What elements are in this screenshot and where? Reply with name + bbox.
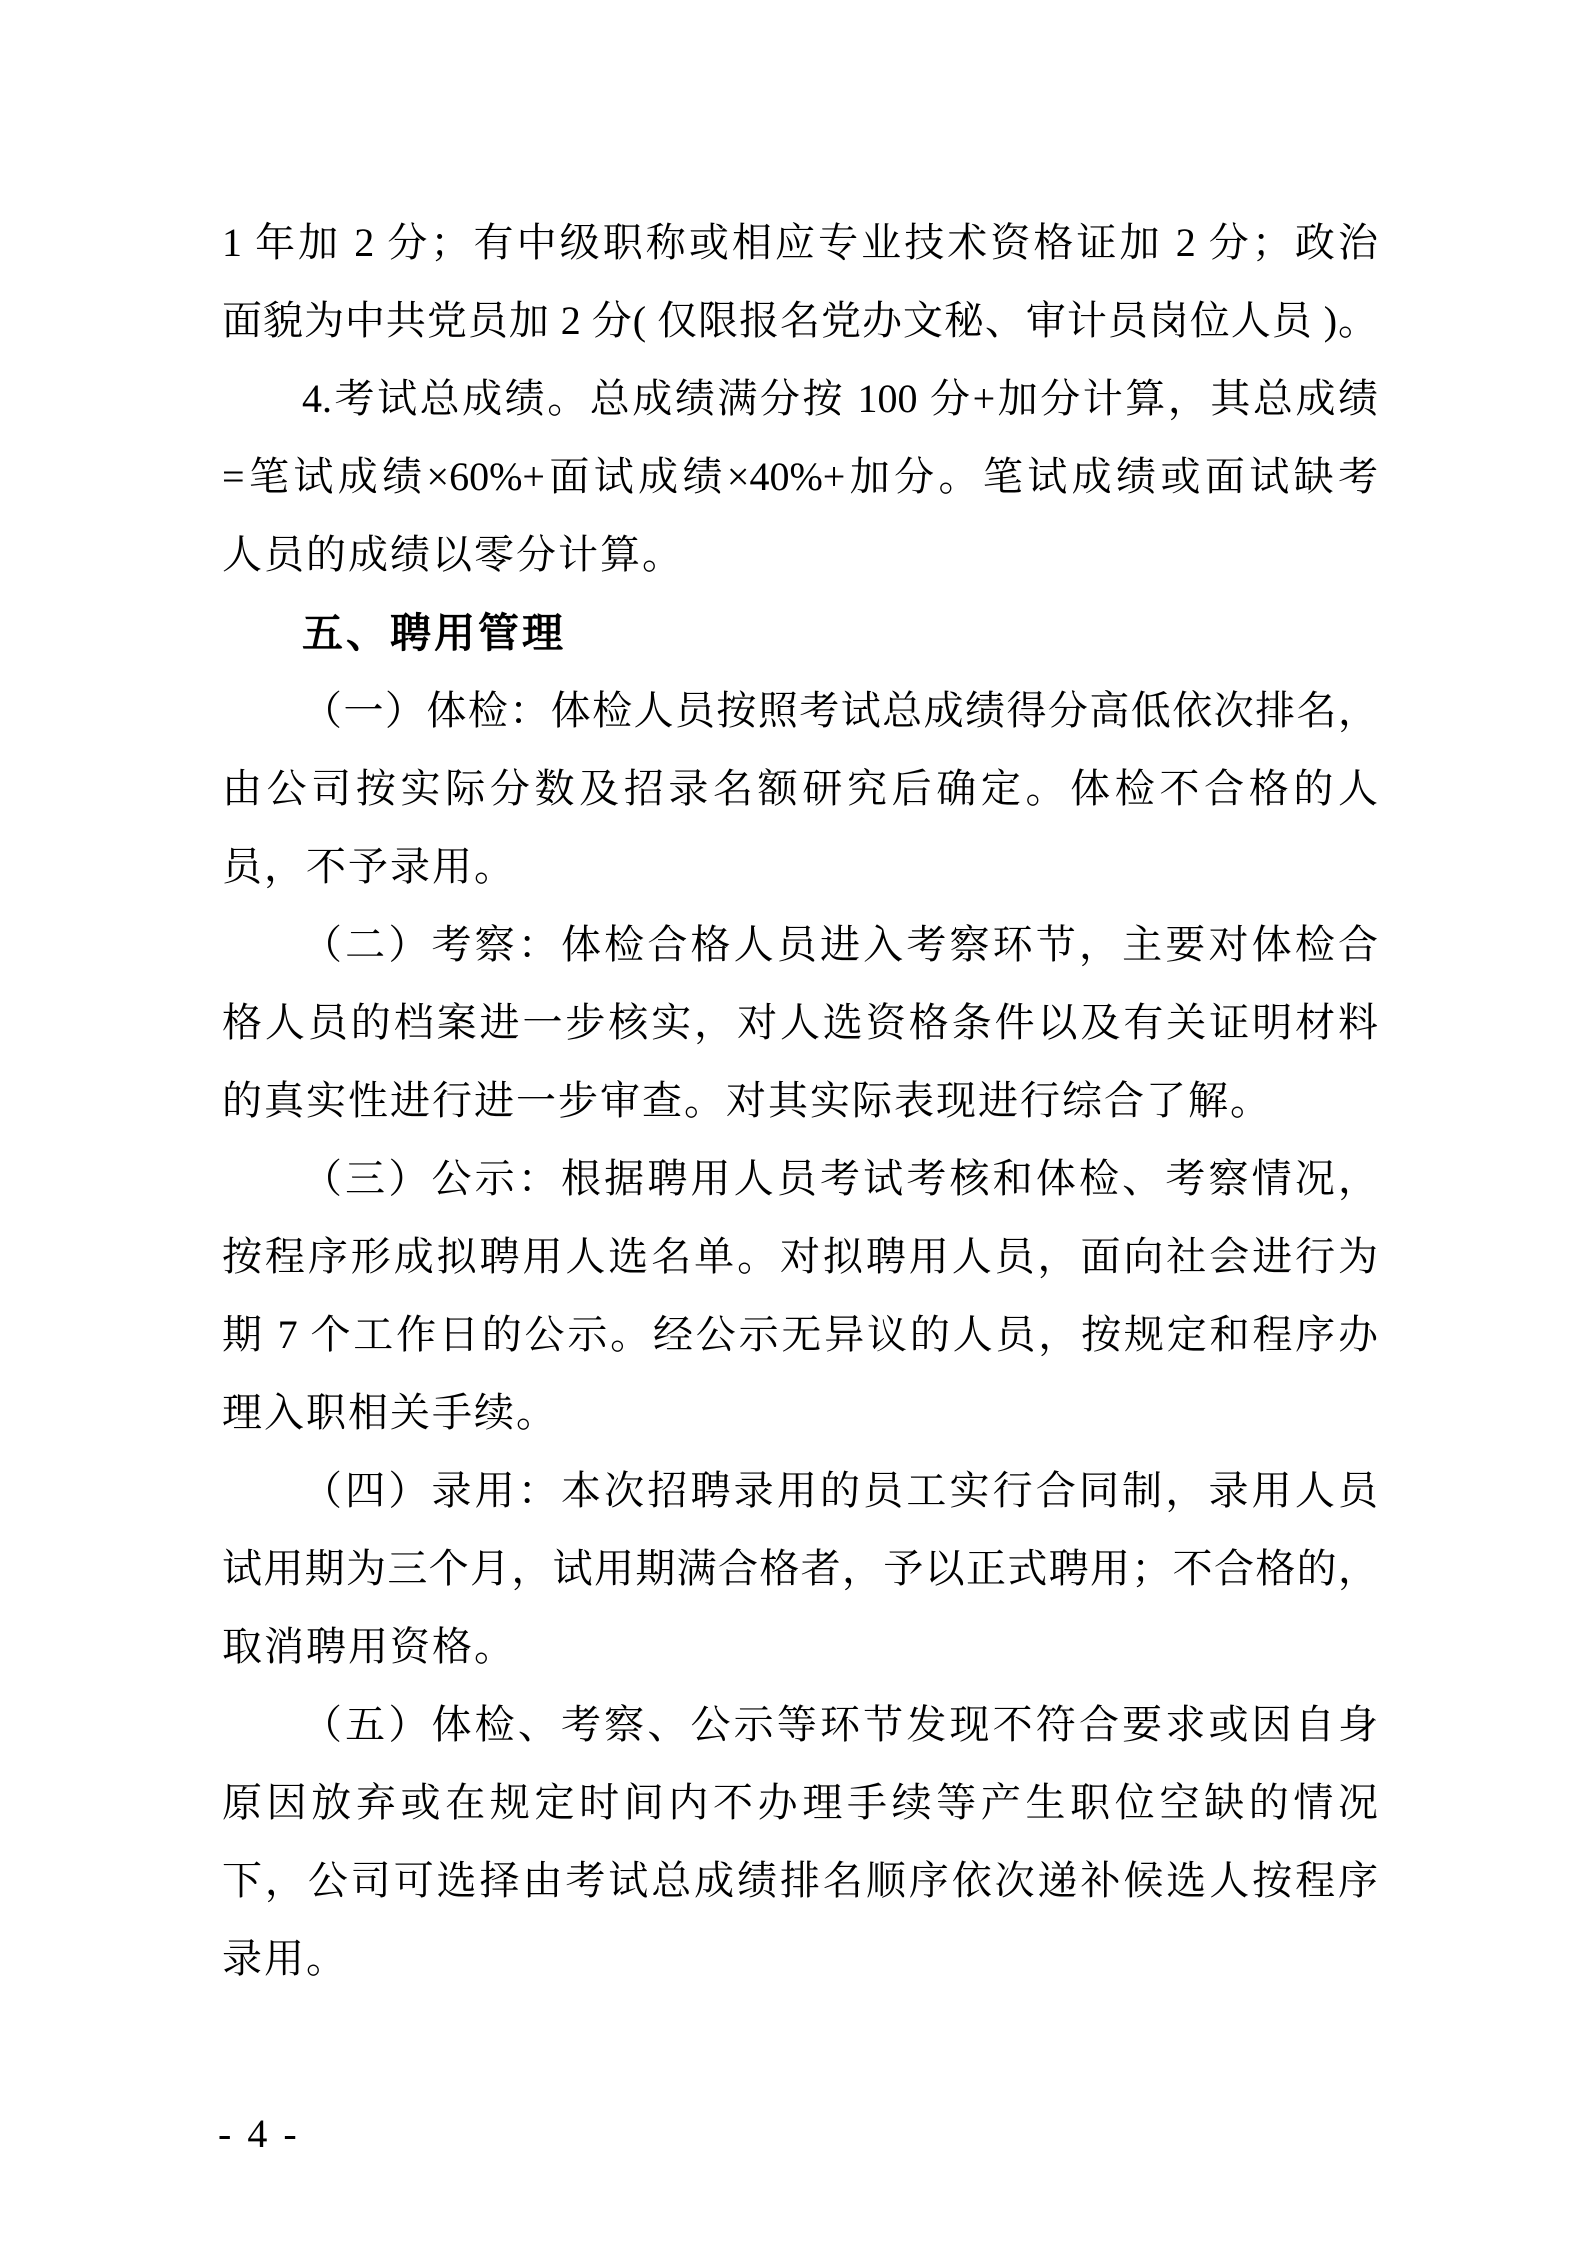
page-number: - 4 -	[218, 2111, 300, 2156]
text-line: 按程序形成拟聘用人选名单。对拟聘用人员，面向社会进行为	[222, 1234, 1378, 1279]
text-line: 试用期为三个月，试用期满合格者，予以正式聘用；不合格的，	[222, 1546, 1378, 1591]
text-line: 1 年加 2 分；有中级职称或相应专业技术资格证加 2 分；政治	[222, 220, 1378, 265]
text-line: 4.考试总成绩。总成绩满分按 100 分+加分计算，其总成绩	[302, 376, 1378, 421]
text-line: 下，公司可选择由考试总成绩排名顺序依次递补候选人按程序	[222, 1858, 1378, 1903]
text-line: 面貌为中共党员加 2 分( 仅限报名党办文秘、审计员岗位人员 )。	[222, 298, 1378, 343]
text-line: （二）考察：体检合格人员进入考察环节，主要对体检合	[302, 922, 1378, 967]
text-line: （五）体检、考察、公示等环节发现不符合要求或因自身	[302, 1702, 1378, 1747]
text-line: 的真实性进行进一步审查。对其实际表现进行综合了解。	[222, 1078, 1272, 1123]
text-line: （四）录用：本次招聘录用的员工实行合同制，录用人员	[302, 1468, 1378, 1513]
document-body	[222, 204, 1378, 1998]
text-line: 人员的成绩以零分计算。	[222, 532, 684, 577]
text-line: 原因放弃或在规定时间内不办理手续等产生职位空缺的情况	[222, 1780, 1378, 1825]
text-line: （三）公示：根据聘用人员考试考核和体检、考察情况，	[302, 1156, 1378, 1201]
text-line: 由公司按实际分数及招录名额研究后确定。体检不合格的人	[222, 766, 1378, 811]
text-line: 员，不予录用。	[222, 844, 516, 889]
text-line: 期 7 个工作日的公示。经公示无异议的人员，按规定和程序办	[222, 1312, 1378, 1357]
section-heading: 五、聘用管理	[302, 610, 566, 656]
text-line: 格人员的档案进一步核实，对人选资格条件以及有关证明材料	[222, 1000, 1378, 1045]
text-line: 理入职相关手续。	[222, 1390, 558, 1435]
text-line: =笔试成绩×60%+面试成绩×40%+加分。笔试成绩或面试缺考	[222, 454, 1378, 499]
text-line: 取消聘用资格。	[222, 1624, 516, 1669]
text-line: 录用。	[222, 1936, 348, 1981]
text-line: （一）体检：体检人员按照考试总成绩得分高低依次排名，	[302, 688, 1378, 733]
